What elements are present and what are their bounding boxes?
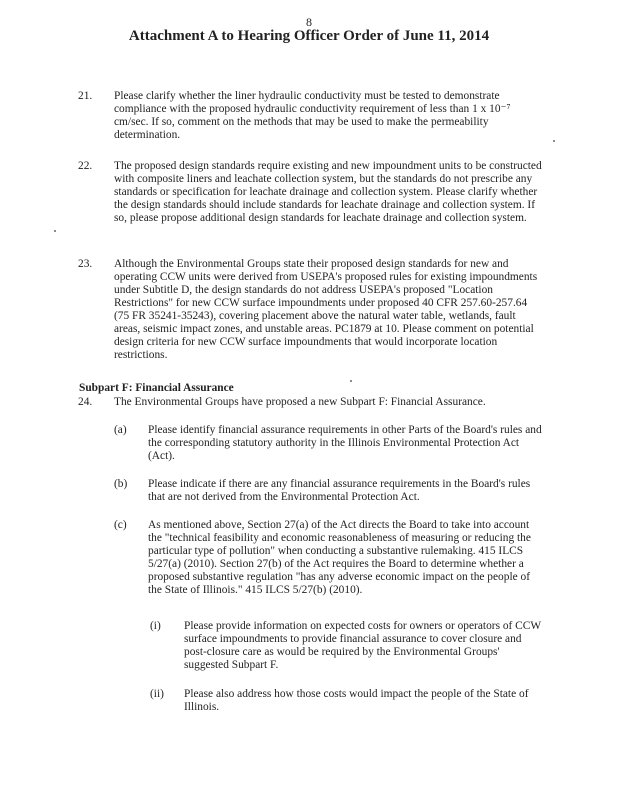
page-number: 8 [306, 15, 312, 29]
subquestion-label: (a) [114, 424, 127, 436]
question-number: 24. [78, 396, 93, 408]
subsubquestion-label: (ii) [150, 688, 164, 700]
subsubquestion-text: Please provide information on expected costs for owners or operators of CCW surface impoundments to provide financial assurance to cover closure and post-closure care as would be required by the Environmental Groups' suggested Subpart F. [184, 620, 541, 671]
subquestion-text: Please identify financial assurance requirements in other Parts of the Board's rules and the corresponding statutory authority in the Illinois Environmental Protection Act (Act). [148, 424, 542, 462]
scan-speck [54, 230, 56, 232]
scan-speck [350, 380, 352, 382]
subquestion-text: Please indicate if there are any financial assurance requirements in the Board's rules that are not derived from the Environmental Protection Act. [148, 478, 531, 503]
scan-speck [553, 140, 555, 142]
question-text: Please clarify whether the liner hydraulic conductivity must be tested to demonstrate compliance with the proposed hydraulic conductivity requirement of less than 1 x 10⁻⁷ cm/sec. If so, comment on the methods that may be used to make the permeability determination. [114, 90, 511, 141]
subquestion-label: (c) [114, 519, 127, 531]
page-title: Attachment A to Hearing Officer Order of June 11, 2014 [128, 28, 490, 44]
subquestion-label: (b) [114, 478, 128, 490]
question-text: The proposed design standards require existing and new impoundment units to be constructed with composite liners and leachate collection system, but the standards do not prescribe any standards or specification for leachate drainage and collection system. Please clarify whether the design standards should include standards for leachate drainage and collection system. If so, please propose additional design standards for leachate drainage and collection system. [114, 160, 542, 224]
subsubquestion-text: Please also address how those costs would impact the people of the State of Illinois. [184, 688, 529, 713]
question-number: 21. [78, 90, 93, 102]
subpart-heading: Subpart F: Financial Assurance [79, 382, 234, 394]
question-text: Although the Environmental Groups state their proposed design standards for new and operating CCW units were derived from USEPA's proposed rules for existing impoundments under Subtitle D, the design standards do not address USEPA's proposed "Location Restrictions" for new CCW surface impoundments under proposed 40 CFR 257.60-257.64 (75 FR 35241-35243), covering placement above the natural water table, wetlands, fault areas, seismic impact zones, and unstable areas. PC1879 at 10. Please comment on potential design criteria for new CCW surface impoundments that would incorporate location restrictions. [114, 258, 538, 361]
question-text: The Environmental Groups have proposed a new Subpart F: Financial Assurance. [114, 396, 486, 408]
subquestion-text: As mentioned above, Section 27(a) of the Act directs the Board to take into account the "technical feasibility and economic reasonableness of measuring or reducing the particular type of pollution" when conducting a substantive rulemaking. 415 ILCS 5/27(a) (2010). Section 27(b) of the Act requires the Board to determine whether a proposed substantive regulation "has any adverse economic impact on the people of the State of Illinois." 415 ILCS 5/27(b) (2010). [148, 519, 531, 596]
subsubquestion-label: (i) [150, 620, 161, 632]
question-number: 22. [78, 160, 93, 172]
question-number: 23. [78, 258, 93, 270]
